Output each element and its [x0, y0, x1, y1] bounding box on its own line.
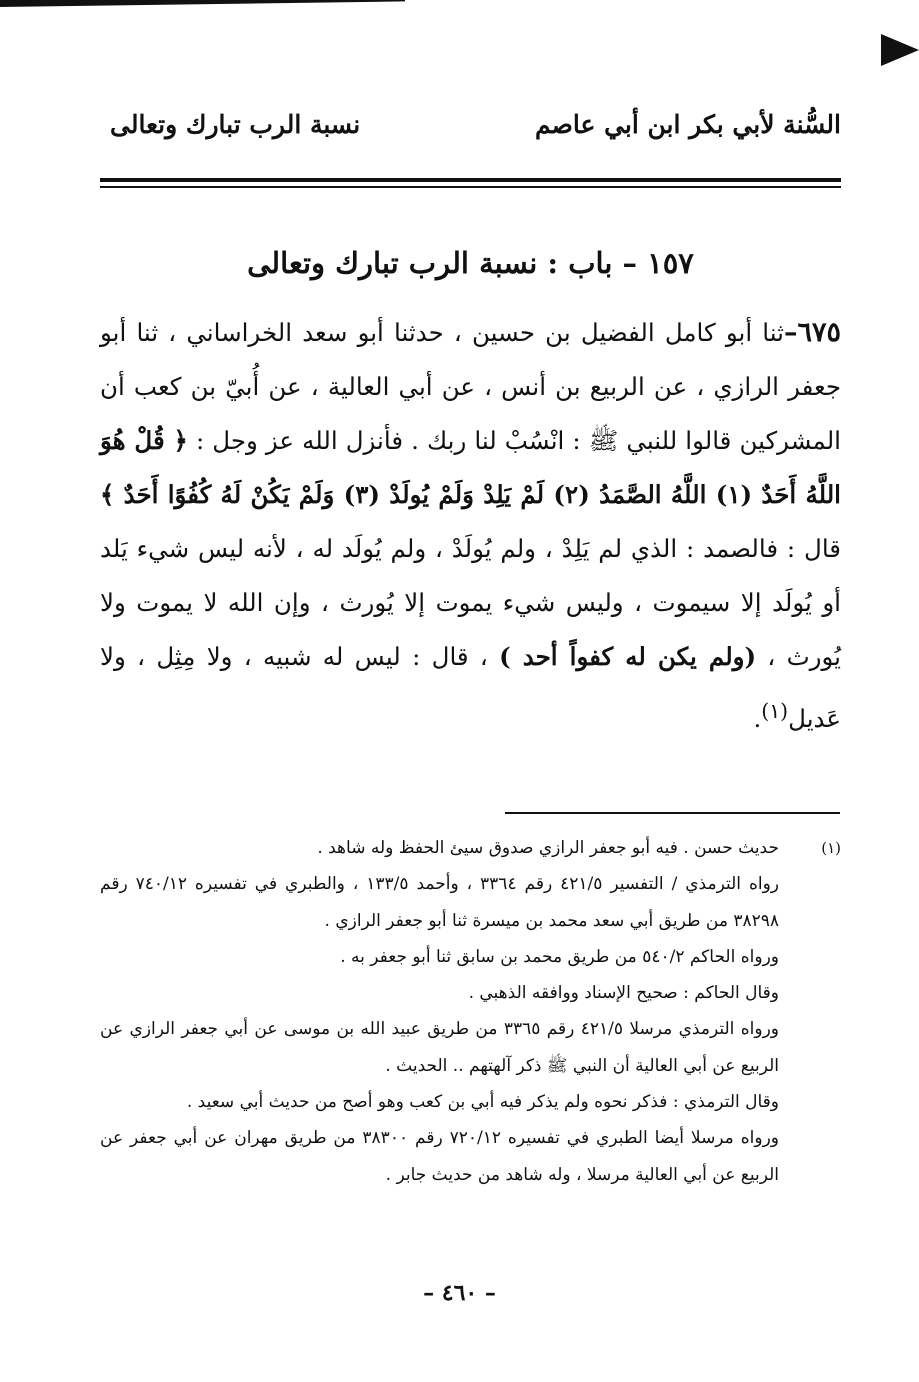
running-head — [110, 102, 841, 146]
page-number: – ٤٦٠ – — [423, 1280, 496, 1306]
hadith-text-part2: قال : فالصمد : الذي لم يَلِدْ ، ولم يُولَدْ ، ولم يُولَد له ، لأنه ليس شيء يَلد أو يُولَد إلا سيموت ، وليس شيء يموت إلا يُورث ، وإن الله لا يموت ولا يُورث ، — [100, 534, 841, 671]
header-rule-thick — [100, 178, 841, 182]
corner-arrow-icon — [881, 34, 919, 66]
scan-edge-mark — [0, 0, 405, 7]
footnote-line: وقال الترمذي : فذكر نحوه ولم يذكر فيه أبي بن كعب وهو أصح من حديث أبي سعيد . — [186, 1092, 779, 1113]
footnote-marker: (١) — [821, 839, 841, 857]
running-head-book-title: السُّنة لأبي بكر ابن أبي عاصم — [534, 109, 841, 139]
footnote-separator — [505, 812, 840, 814]
hadith-body — [100, 306, 841, 746]
header-rule-thin — [100, 186, 841, 188]
hadith-text-part1: ثنا أبو كامل الفضيل بن حسين ، حدثنا أبو سعد الخراساني ، ثنا أبو جعفر الرازي ، عن الربيع بن أنس ، عن أبي العالية ، عن أُبيّ بن كعب أن المشركين قالوا للنبي ﷺ : انْسُبْ لنا ربك . فأنزل الله عز وجل : — [100, 318, 841, 455]
hadith-end-mark: . — [753, 704, 762, 734]
footnote-reference: (١) — [761, 699, 789, 723]
footnote-line: رواه الترمذي / التفسير ٤٢١/٥ رقم ٣٣٦٤ ، وأحمد ١٣٣/٥ ، والطبري في تفسيره ٧٤٠/١٢ رقم ٣٨٢٩٨ من طريق أبي سعد محمد بن ميسرة ثنا أبو جعفر الرازي . — [100, 874, 779, 931]
hadith-text-part3: ، قال : ليس له شبيه ، ولا مِثِل ، ولا عَديل — [100, 642, 841, 734]
footnote-line: ورواه الحاكم ٥٤٠/٢ من طريق محمد بن سابق ثنا أبو جعفر به . — [340, 946, 779, 967]
quran-verse: ﴿ قُلْ هُوَ اللَّهُ أَحَدٌ (١) اللَّهُ الصَّمَدُ (٢) لَمْ يَلِدْ وَلَمْ يُولَدْ (٣) وَلَمْ يَكُنْ لَهُ كُفُوًا أَحَدٌ ﴾ — [100, 426, 841, 509]
footnote-line: حديث حسن . فيه أبو جعفر الرازي صدوق سيئ الحفظ وله شاهد . — [317, 838, 779, 858]
footnote-line: وقال الحاكم : صحيح الإسناد ووافقه الذهبي . — [468, 983, 779, 1004]
footnotes — [100, 830, 841, 1193]
quran-quote: (ولم يكن له كفواً أحد ) — [499, 642, 757, 671]
footnote-line: ورواه مرسلا أيضا الطبري في تفسيره ٧٢٠/١٢ رقم ٣٨٣٠٠ من طريق مهران عن أبي جعفر عن الربيع عن أبي العالية مرسلا ، وله شاهد من حديث جابر . — [100, 1128, 779, 1185]
running-head-chapter-title: نسبة الرب تبارك وتعالى — [110, 109, 361, 139]
footnote-line: ورواه الترمذي مرسلا ٤٢١/٥ رقم ٣٣٦٥ من طريق عبيد الله بن موسى عن أبي جعفر الرازي عن الربيع عن أبي العالية أن النبي ﷺ ذكر آلهتهم .. الحديث . — [100, 1019, 779, 1076]
chapter-heading: ١٥٧ – باب : نسبة الرب تبارك وتعالى — [247, 246, 694, 280]
hadith-number: ٦٧٥– — [783, 317, 841, 348]
footnote-body — [100, 830, 779, 1193]
